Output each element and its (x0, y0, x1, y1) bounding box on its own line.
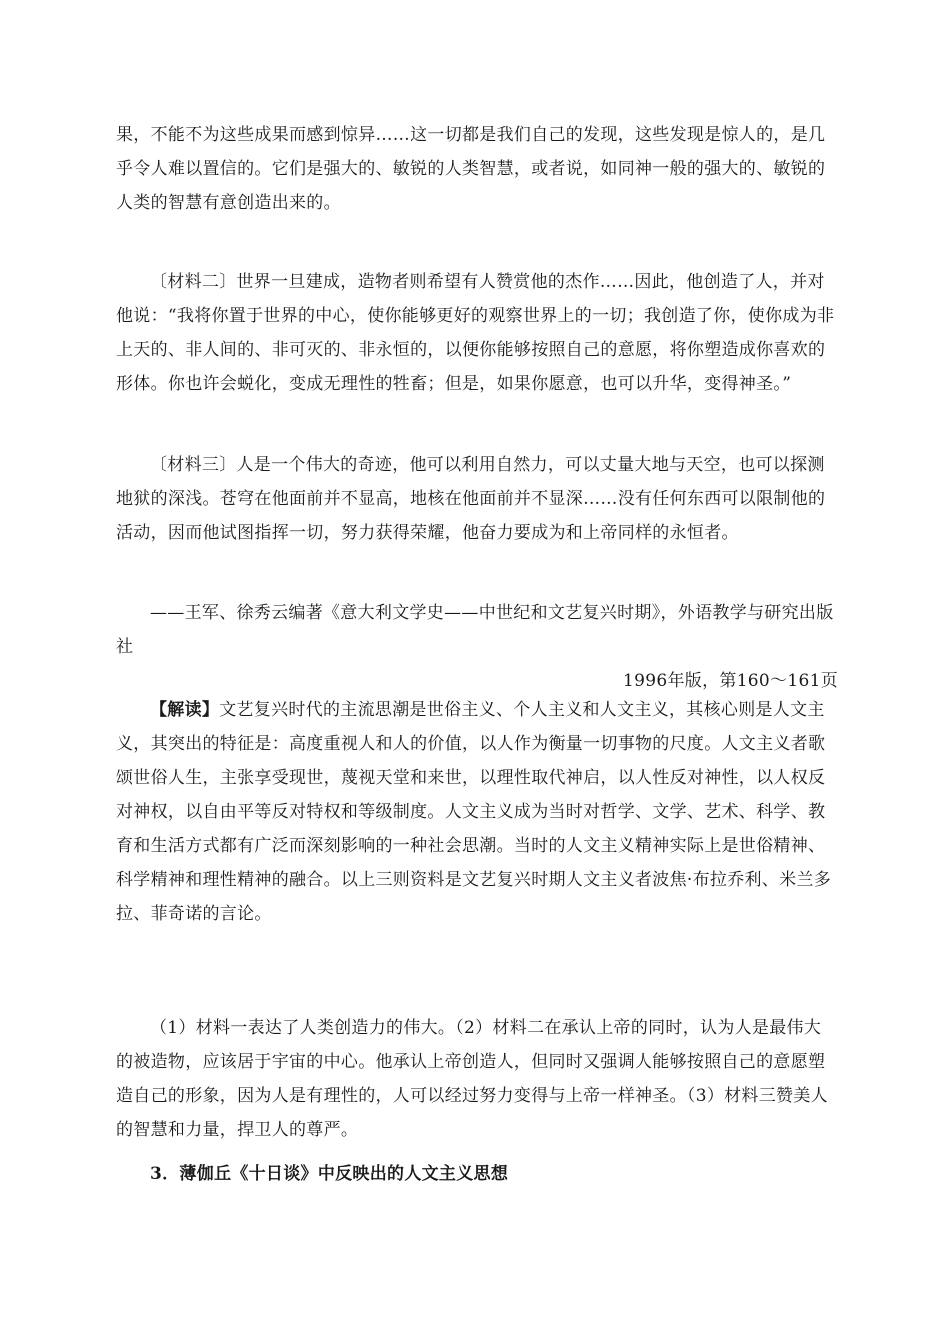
material-3-paragraph (116, 448, 838, 550)
interpretation-label: 【解读】 (150, 700, 220, 720)
continuation-text: 果，不能不为这些成果而感到惊异……这一切都是我们自己的发现，这些发现是惊人的，是几乎令人难以置信的。它们是强大的、敏锐的人类智慧，或者说，如同神一般的强大的、敏锐的人类的智慧有意创造出来的。 (116, 125, 826, 213)
citation-line-2: 1996年版，第160～161页 (623, 671, 838, 691)
citation-line-1: ——王军、徐秀云编著《意大利文学史——中世纪和文艺复兴时期》，外语教学与研究出版社 (116, 603, 834, 657)
material-2-text: 〔材料二〕世界一旦建成，造物者则希望有人赞赏他的杰作……因此，他创造了人，并对他说：“我将你置于世界的中心，使你能够更好的观察世界上的一切；我创造了你，使你成为非上天的、非人间的、非可灭的、非永恒的，以便你能够按照自己的意愿，将你塑造成你喜欢的形体。你也许会蜕化，变成无理性的牲畜；但是，如果你愿意，也可以升华，变得神圣。” (116, 272, 835, 394)
interpretation-text: 文艺复兴时代的主流思潮是世俗主义、个人主义和人文主义，其核心则是人文主义，其突出的特征是：高度重视人和人的价值，以人作为衡量一切事物的尺度。人文主义者歌颂世俗人生，主张享受现世，蔑视天堂和来世，以理性取代神启，以人性反对神性，以人权反对神权，以自由平等反对特权和等级制度。人文主义成为当时对哲学、文学、艺术、科学、教育和生活方式都有广泛而深刻影响的一种社会思潮。当时的人文主义精神实际上是世俗精神、科学精神和理性精神的融合。以上三则资料是文艺复兴时期人文主义者波焦·布拉乔利、米兰多拉、菲奇诺的言论。 (116, 700, 832, 924)
material-3-text: 〔材料三〕人是一个伟大的奇迹，他可以利用自然力，可以丈量大地与天空，也可以探测地狱的深浅。苍穹在他面前并不显高，地核在他面前并不显深……没有任何东西可以限制他的活动，因而他试图指挥一切，努力获得荣耀，他奋力要成为和上帝同样的永恒者。 (116, 455, 826, 543)
section-heading (116, 1157, 838, 1191)
continuation-paragraph (116, 118, 838, 220)
material-2-paragraph (116, 265, 838, 401)
analysis-text: （1）材料一表达了人类创造力的伟大。（2）材料二在承认上帝的同时，认为人是最伟大的被造物，应该居于宇宙的中心。他承认上帝创造人，但同时又强调人能够按照自己的意愿塑造自己的形象，因为人是有理性的，人可以经过努力变得与上帝一样神圣。（3）材料三赞美人的智慧和力量，捍卫人的尊严。 (116, 1018, 828, 1140)
interpretation-body (116, 693, 838, 931)
section-heading-text: 3．薄伽丘《十日谈》中反映出的人文主义思想 (150, 1164, 509, 1184)
interpretation-paragraph (116, 693, 838, 931)
citation (116, 596, 838, 698)
analysis-paragraph (116, 1011, 838, 1147)
